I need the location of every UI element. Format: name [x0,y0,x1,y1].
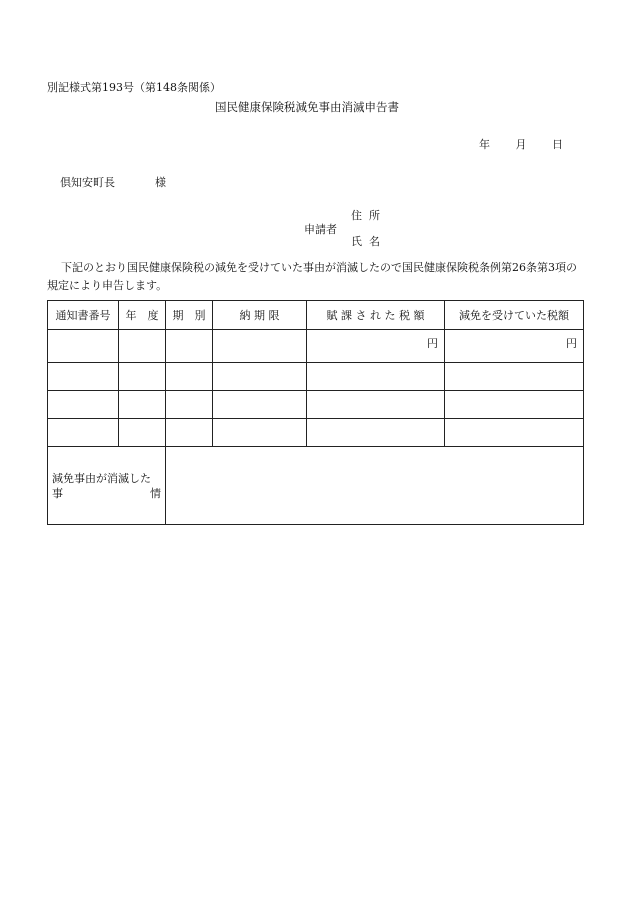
cell-exempted-tax[interactable] [445,363,584,391]
document-title: 国民健康保険税減免事由消滅申告書 [215,100,399,114]
header-due-date: 納 期 限 [213,301,307,330]
applicant-label: 申請者 [304,223,337,236]
table-row [48,419,584,447]
cell-notice-number[interactable] [48,419,119,447]
table-header-row [48,301,584,330]
addressee-name: 倶知安町長 [60,176,115,189]
cell-fiscal-year[interactable] [119,330,166,363]
header-notice-number: 通知書番号 [48,301,119,330]
cell-exempted-tax[interactable] [445,330,584,363]
cell-fiscal-year[interactable] [119,363,166,391]
date-year-field[interactable]: 年 [479,138,490,151]
cell-notice-number[interactable] [48,391,119,419]
cell-exempted-tax[interactable] [445,419,584,447]
applicant-name-field[interactable]: 氏名 [351,235,387,248]
cell-exempted-tax[interactable] [445,391,584,419]
applicant-address-field[interactable]: 住所 [351,209,387,222]
reason-row [48,447,584,525]
reason-label-line2 [52,486,161,501]
cell-period[interactable] [166,419,213,447]
table-row [48,391,584,419]
yen-unit: 円 [427,337,438,350]
header-exempted-tax: 減免を受けていた税額 [445,301,584,330]
addressee [60,177,166,188]
cell-notice-number[interactable] [48,363,119,391]
cell-assessed-tax[interactable] [307,330,445,363]
declaration-text: 下記のとおり国民健康保険税の減免を受けていた事由が消滅したので国民健康保険税条例第26条第3項の規定により申告します。 [47,261,577,292]
cell-due-date[interactable] [213,330,307,363]
cell-fiscal-year[interactable] [119,391,166,419]
reason-label-char-a: 事 [52,486,63,500]
cell-period[interactable] [166,363,213,391]
cell-period[interactable] [166,391,213,419]
reason-label-line1: 減免事由が消滅した [52,471,151,485]
header-period: 期 別 [166,301,213,330]
header-fiscal-year: 年 度 [119,301,166,330]
cell-due-date[interactable] [213,363,307,391]
cell-notice-number[interactable] [48,330,119,363]
cell-period[interactable] [166,330,213,363]
date-line [479,139,563,150]
reason-value-field[interactable] [166,447,584,525]
cell-due-date[interactable] [213,391,307,419]
yen-unit: 円 [566,337,577,350]
reason-label-char-b: 情 [150,486,161,500]
table-row [48,330,584,363]
header-assessed-tax: 賦 課 さ れ た 税 額 [307,301,445,330]
reason-label [48,447,166,525]
cell-due-date[interactable] [213,419,307,447]
addressee-honorific: 様 [155,176,166,189]
tax-table [47,300,584,525]
form-number-label: 別記様式第193号（第148条関係） [47,81,221,94]
date-month-field[interactable]: 月 [515,138,527,151]
table-row [48,363,584,391]
cell-assessed-tax[interactable] [307,363,445,391]
cell-assessed-tax[interactable] [307,391,445,419]
cell-assessed-tax[interactable] [307,419,445,447]
cell-fiscal-year[interactable] [119,419,166,447]
date-day-field[interactable]: 日 [552,138,563,151]
